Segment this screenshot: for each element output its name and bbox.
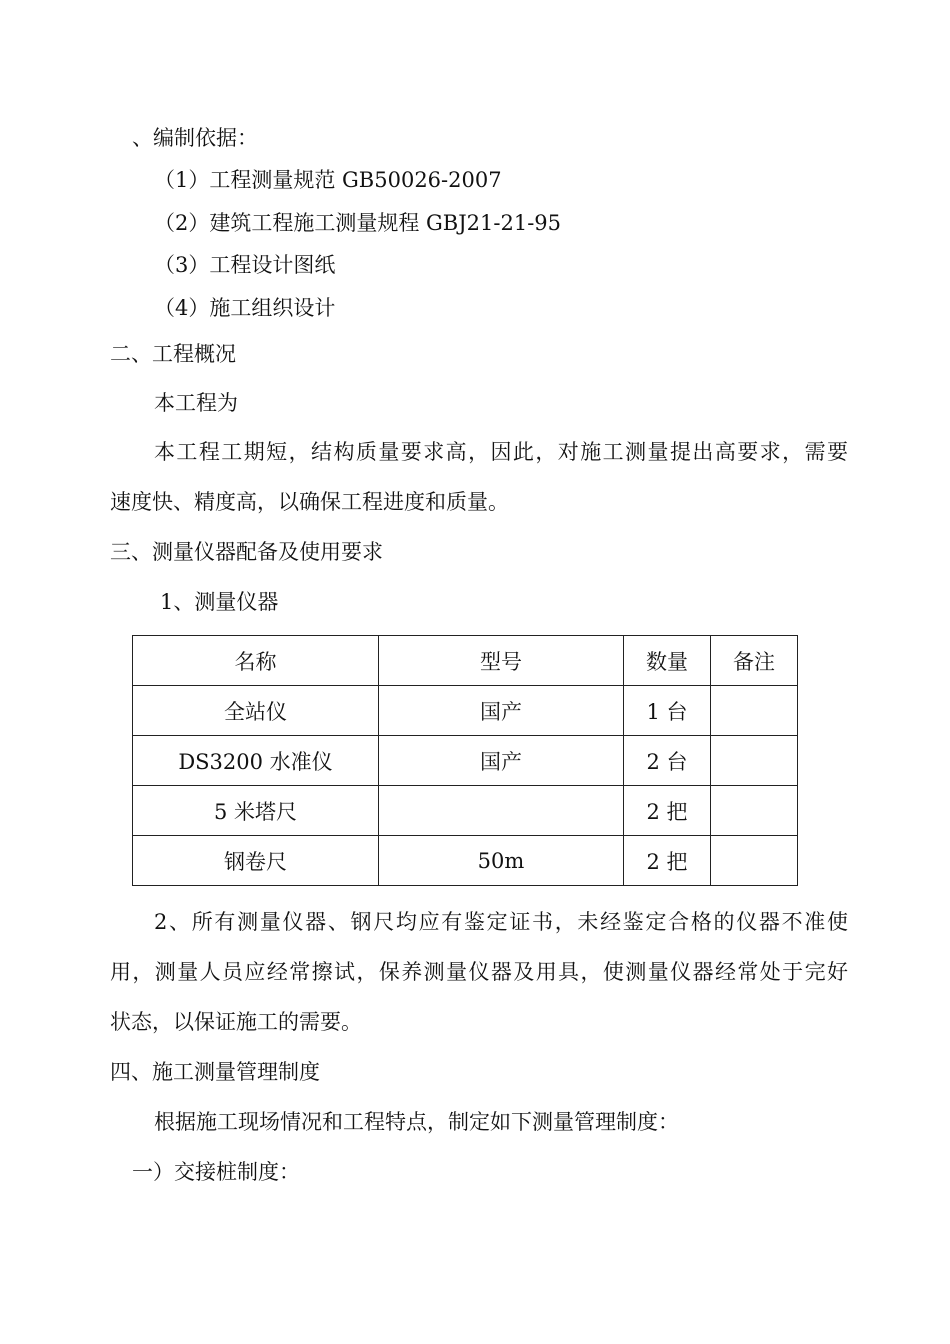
basis-item-1: （1）工程测量规范 GB50026-2007 [154, 168, 502, 192]
table-cell: 50m [379, 836, 624, 886]
table-cell: 钢卷尺 [133, 836, 379, 886]
table-header-model: 型号 [379, 636, 624, 686]
table-cell: 国产 [379, 686, 624, 736]
table-row [133, 736, 798, 786]
instrument-table [132, 635, 798, 886]
table-cell: 国产 [379, 736, 624, 786]
overview-paragraph-1: 本工程为 [154, 391, 238, 415]
table-cell [711, 686, 798, 736]
instruments-paragraph-2-line-3: 状态，以保证施工的需要。 [110, 1010, 362, 1034]
section-heading-basis: 、编制依据： [132, 126, 258, 150]
table-row [133, 836, 798, 886]
table-cell [379, 786, 624, 836]
table-header-name: 名称 [133, 636, 379, 686]
table-header-remarks: 备注 [711, 636, 798, 686]
table-row [133, 686, 798, 736]
table-cell: DS3200 水准仪 [133, 736, 379, 786]
table-cell: 2 台 [624, 736, 711, 786]
table-cell [711, 786, 798, 836]
basis-item-2: （2）建筑工程施工测量规程 GBJ21-21-95 [154, 211, 562, 235]
management-paragraph-1: 根据施工现场情况和工程特点，制定如下测量管理制度： [154, 1110, 679, 1134]
section-heading-instruments: 三、测量仪器配备及使用要求 [110, 540, 383, 564]
table-cell: 2 把 [624, 786, 711, 836]
instruments-paragraph-2-line-1: 2、所有测量仪器、钢尺均应有鉴定证书，未经鉴定合格的仪器不准使 [154, 910, 848, 934]
overview-paragraph-2-line-1: 本工程工期短，结构质量要求高，因此，对施工测量提出高要求，需要 [154, 440, 848, 464]
management-subheading-1: 一）交接桩制度： [132, 1160, 300, 1184]
table-header-row [133, 636, 798, 686]
table-cell: 5 米塔尺 [133, 786, 379, 836]
table-header-quantity: 数量 [624, 636, 711, 686]
table-cell [711, 736, 798, 786]
instruments-subheading: 1、测量仪器 [160, 590, 279, 614]
section-heading-overview: 二、工程概况 [110, 342, 236, 366]
table-cell: 全站仪 [133, 686, 379, 736]
table-row [133, 786, 798, 836]
table-cell: 2 把 [624, 836, 711, 886]
overview-paragraph-2-line-2: 速度快、精度高，以确保工程进度和质量。 [110, 490, 509, 514]
table-cell: 1 台 [624, 686, 711, 736]
section-heading-management: 四、施工测量管理制度 [110, 1060, 320, 1084]
instruments-paragraph-2-line-2: 用，测量人员应经常擦试，保养测量仪器及用具，使测量仪器经常处于完好 [110, 960, 848, 984]
basis-item-3: （3）工程设计图纸 [154, 253, 336, 277]
table-cell [711, 836, 798, 886]
basis-item-4: （4）施工组织设计 [154, 296, 336, 320]
